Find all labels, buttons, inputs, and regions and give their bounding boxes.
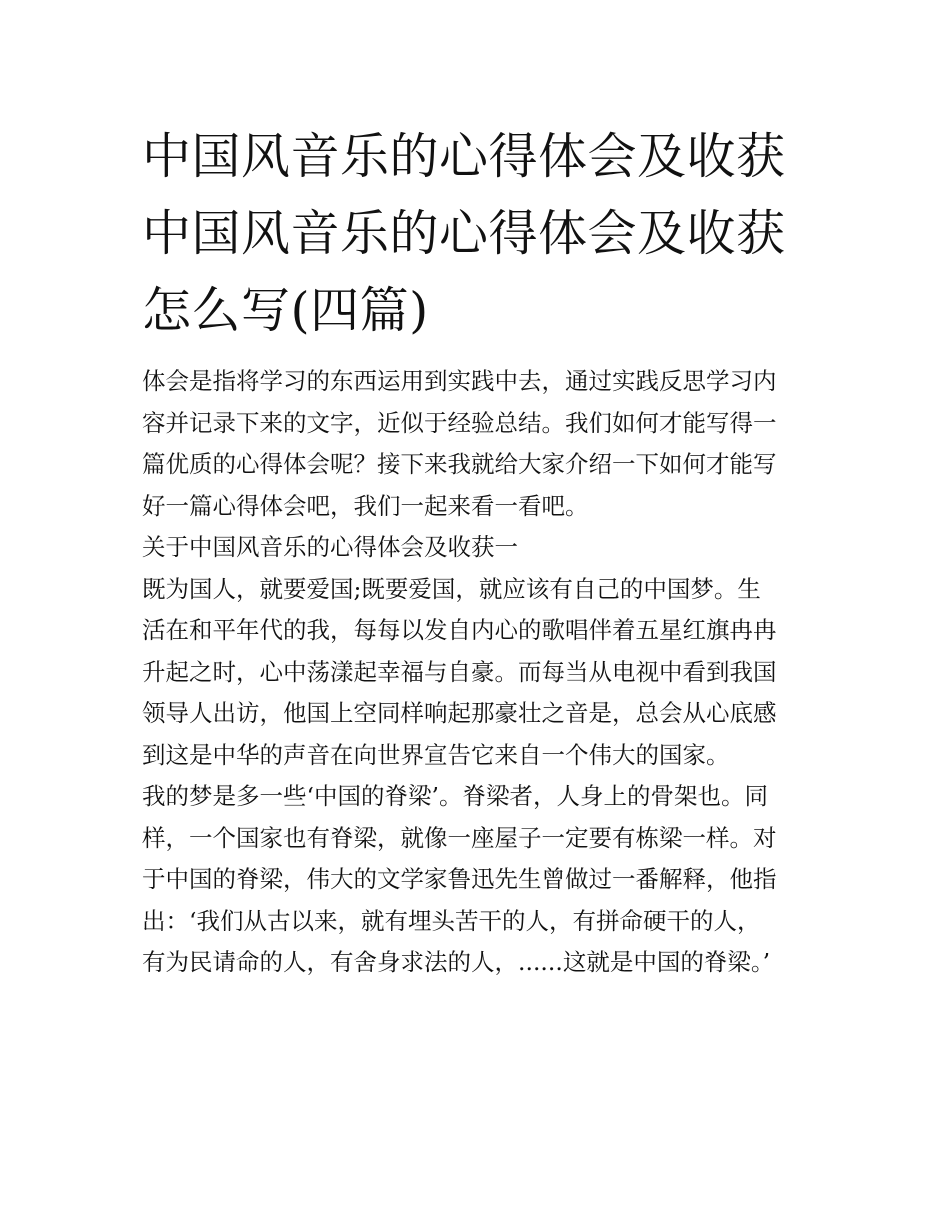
intro-line: 篇优质的心得体会呢？接下来我就给大家介绍一下如何才能写 — [142, 450, 777, 478]
body-line: 于中国的脊梁，伟大的文学家鲁迅先生曾做过一番解释，他指 — [142, 865, 777, 893]
intro-line: 体会是指将学习的东西运用到实践中去，通过实践反思学习内 — [142, 367, 777, 395]
intro-line: 好一篇心得体会吧，我们一起来看一看吧。 — [142, 491, 589, 520]
body-line: 我的梦是多一些‘中国的脊梁’。脊梁者，人身上的骨架也。同 — [142, 782, 768, 810]
body-line: 到这是中华的声音在向世界宣告它来自一个伟大的国家。 — [142, 740, 730, 769]
document-title — [142, 118, 814, 349]
document-body — [142, 361, 814, 984]
title-line: 中国风音乐的心得体会及收获 — [142, 205, 786, 262]
intro-line: 容并记录下来的文字，近似于经验总结。我们如何才能写得一 — [142, 408, 777, 437]
body-line: 出：‘我们从古以来，就有埋头苦干的人，有拼命硬干的人， — [142, 906, 761, 935]
title-line: 中国风音乐的心得体会及收获 — [142, 128, 786, 185]
document-page — [142, 118, 814, 984]
body-line: 有为民请命的人，有舍身求法的人，......这就是中国的脊梁。’ — [142, 948, 771, 976]
title-line: 怎么写(四篇) — [142, 282, 429, 339]
body-line: 领导人出访，他国上空同样响起那豪壮之音是，总会从心底感 — [142, 699, 777, 727]
body-line: 既为国人，就要爱国;既要爱国，就应该有自己的中国梦。生 — [142, 574, 761, 603]
section-heading: 关于中国风音乐的心得体会及收获一 — [142, 533, 518, 561]
body-line: 活在和平年代的我，每每以发自内心的歌唱伴着五星红旗冉冉 — [142, 616, 777, 644]
body-line: 样，一个国家也有脊梁，就像一座屋子一定要有栋梁一样。对 — [142, 823, 777, 852]
body-line: 升起之时，心中荡漾起幸福与自豪。而每当从电视中看到我国 — [142, 657, 777, 686]
